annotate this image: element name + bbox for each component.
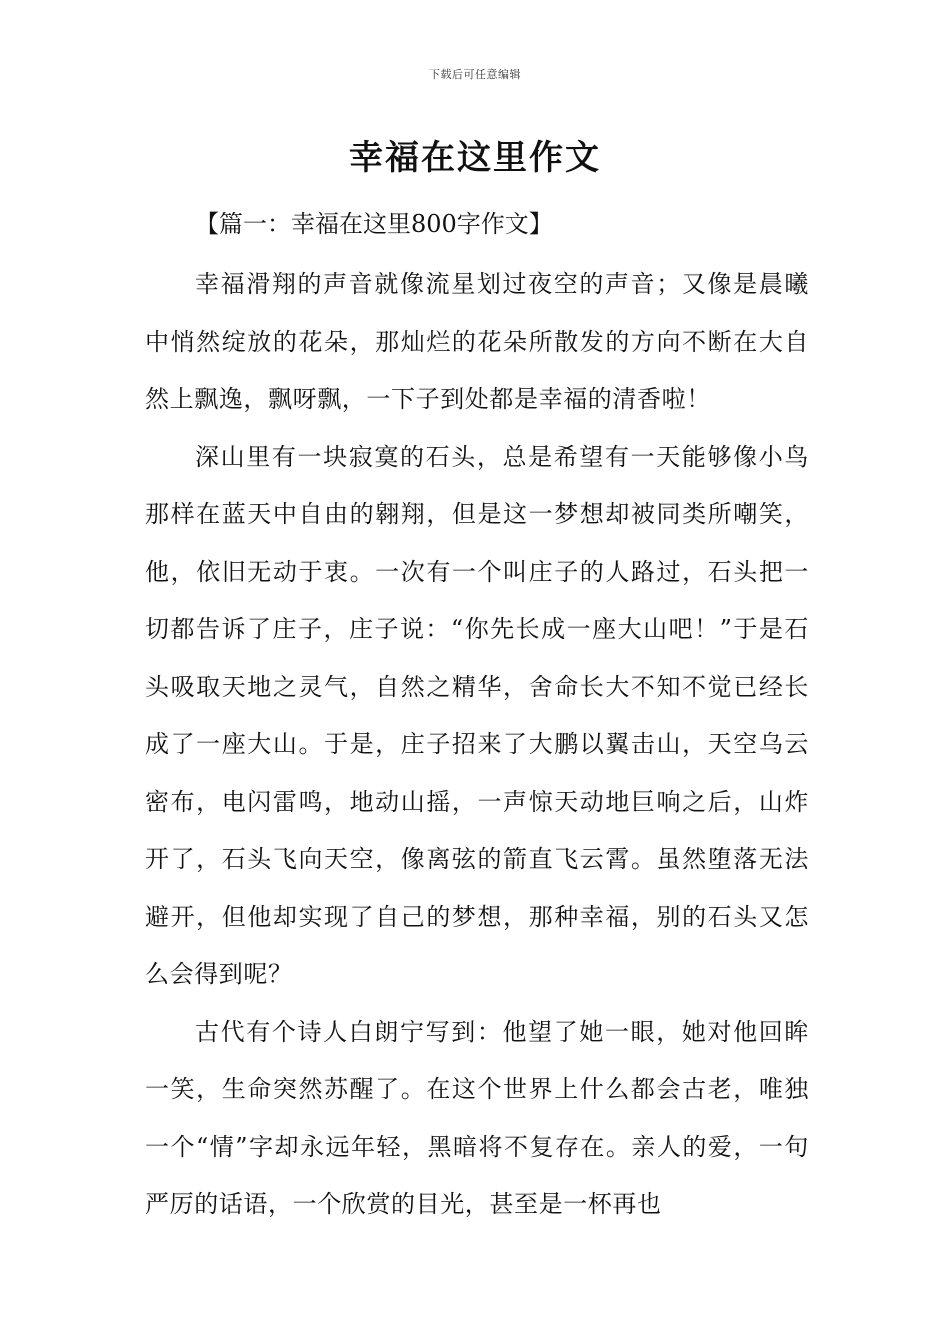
header-note: 下载后可任意编辑 (429, 68, 521, 81)
article-body (145, 256, 809, 1234)
paragraph-2: 深山里有一块寂寞的石头，总是希望有一天能够像小鸟那样在蓝天中自由的翱翔，但是这一梦想却被同类所嘲笑，他，依旧无动于衷。一次有一个叫庄子的人路过，石头把一切都告诉了庄子，庄子说：“你先长成一座大山吧！”于是石头吸取天地之灵气，自然之精华，舍命长大不知不觉已经长成了一座大山。于是，庄子招来了大鹏以翼击山，天空乌云密布，电闪雷鸣，地动山摇，一声惊天动地巨响之后，山炸开了，石头飞向天空，像离弦的箭直飞云霄。虽然堕落无法避开，但他却实现了自己的梦想，那种幸福，别的石头又怎么会得到呢？ (145, 442, 809, 988)
section-heading: 【篇一：幸福在这里800字作文】 (195, 210, 553, 238)
document-title: 幸福在这里作文 (349, 138, 601, 178)
paragraph-3: 古代有个诗人白朗宁写到：他望了她一眼，她对他回眸一笑，生命突然苏醒了。在这个世界上什么都会古老，唯独一个“情”字却永远年轻，黑暗将不复存在。亲人的爱，一句严厉的话语，一个欣赏的目光，甚至是一杯再也 (145, 1017, 809, 1218)
paragraph-1: 幸福滑翔的声音就像流星划过夜空的声音；又像是晨曦中悄然绽放的花朵，那灿烂的花朵所散发的方向不断在大自然上飘逸，飘呀飘，一下子到处都是幸福的清香啦！ (145, 270, 809, 413)
